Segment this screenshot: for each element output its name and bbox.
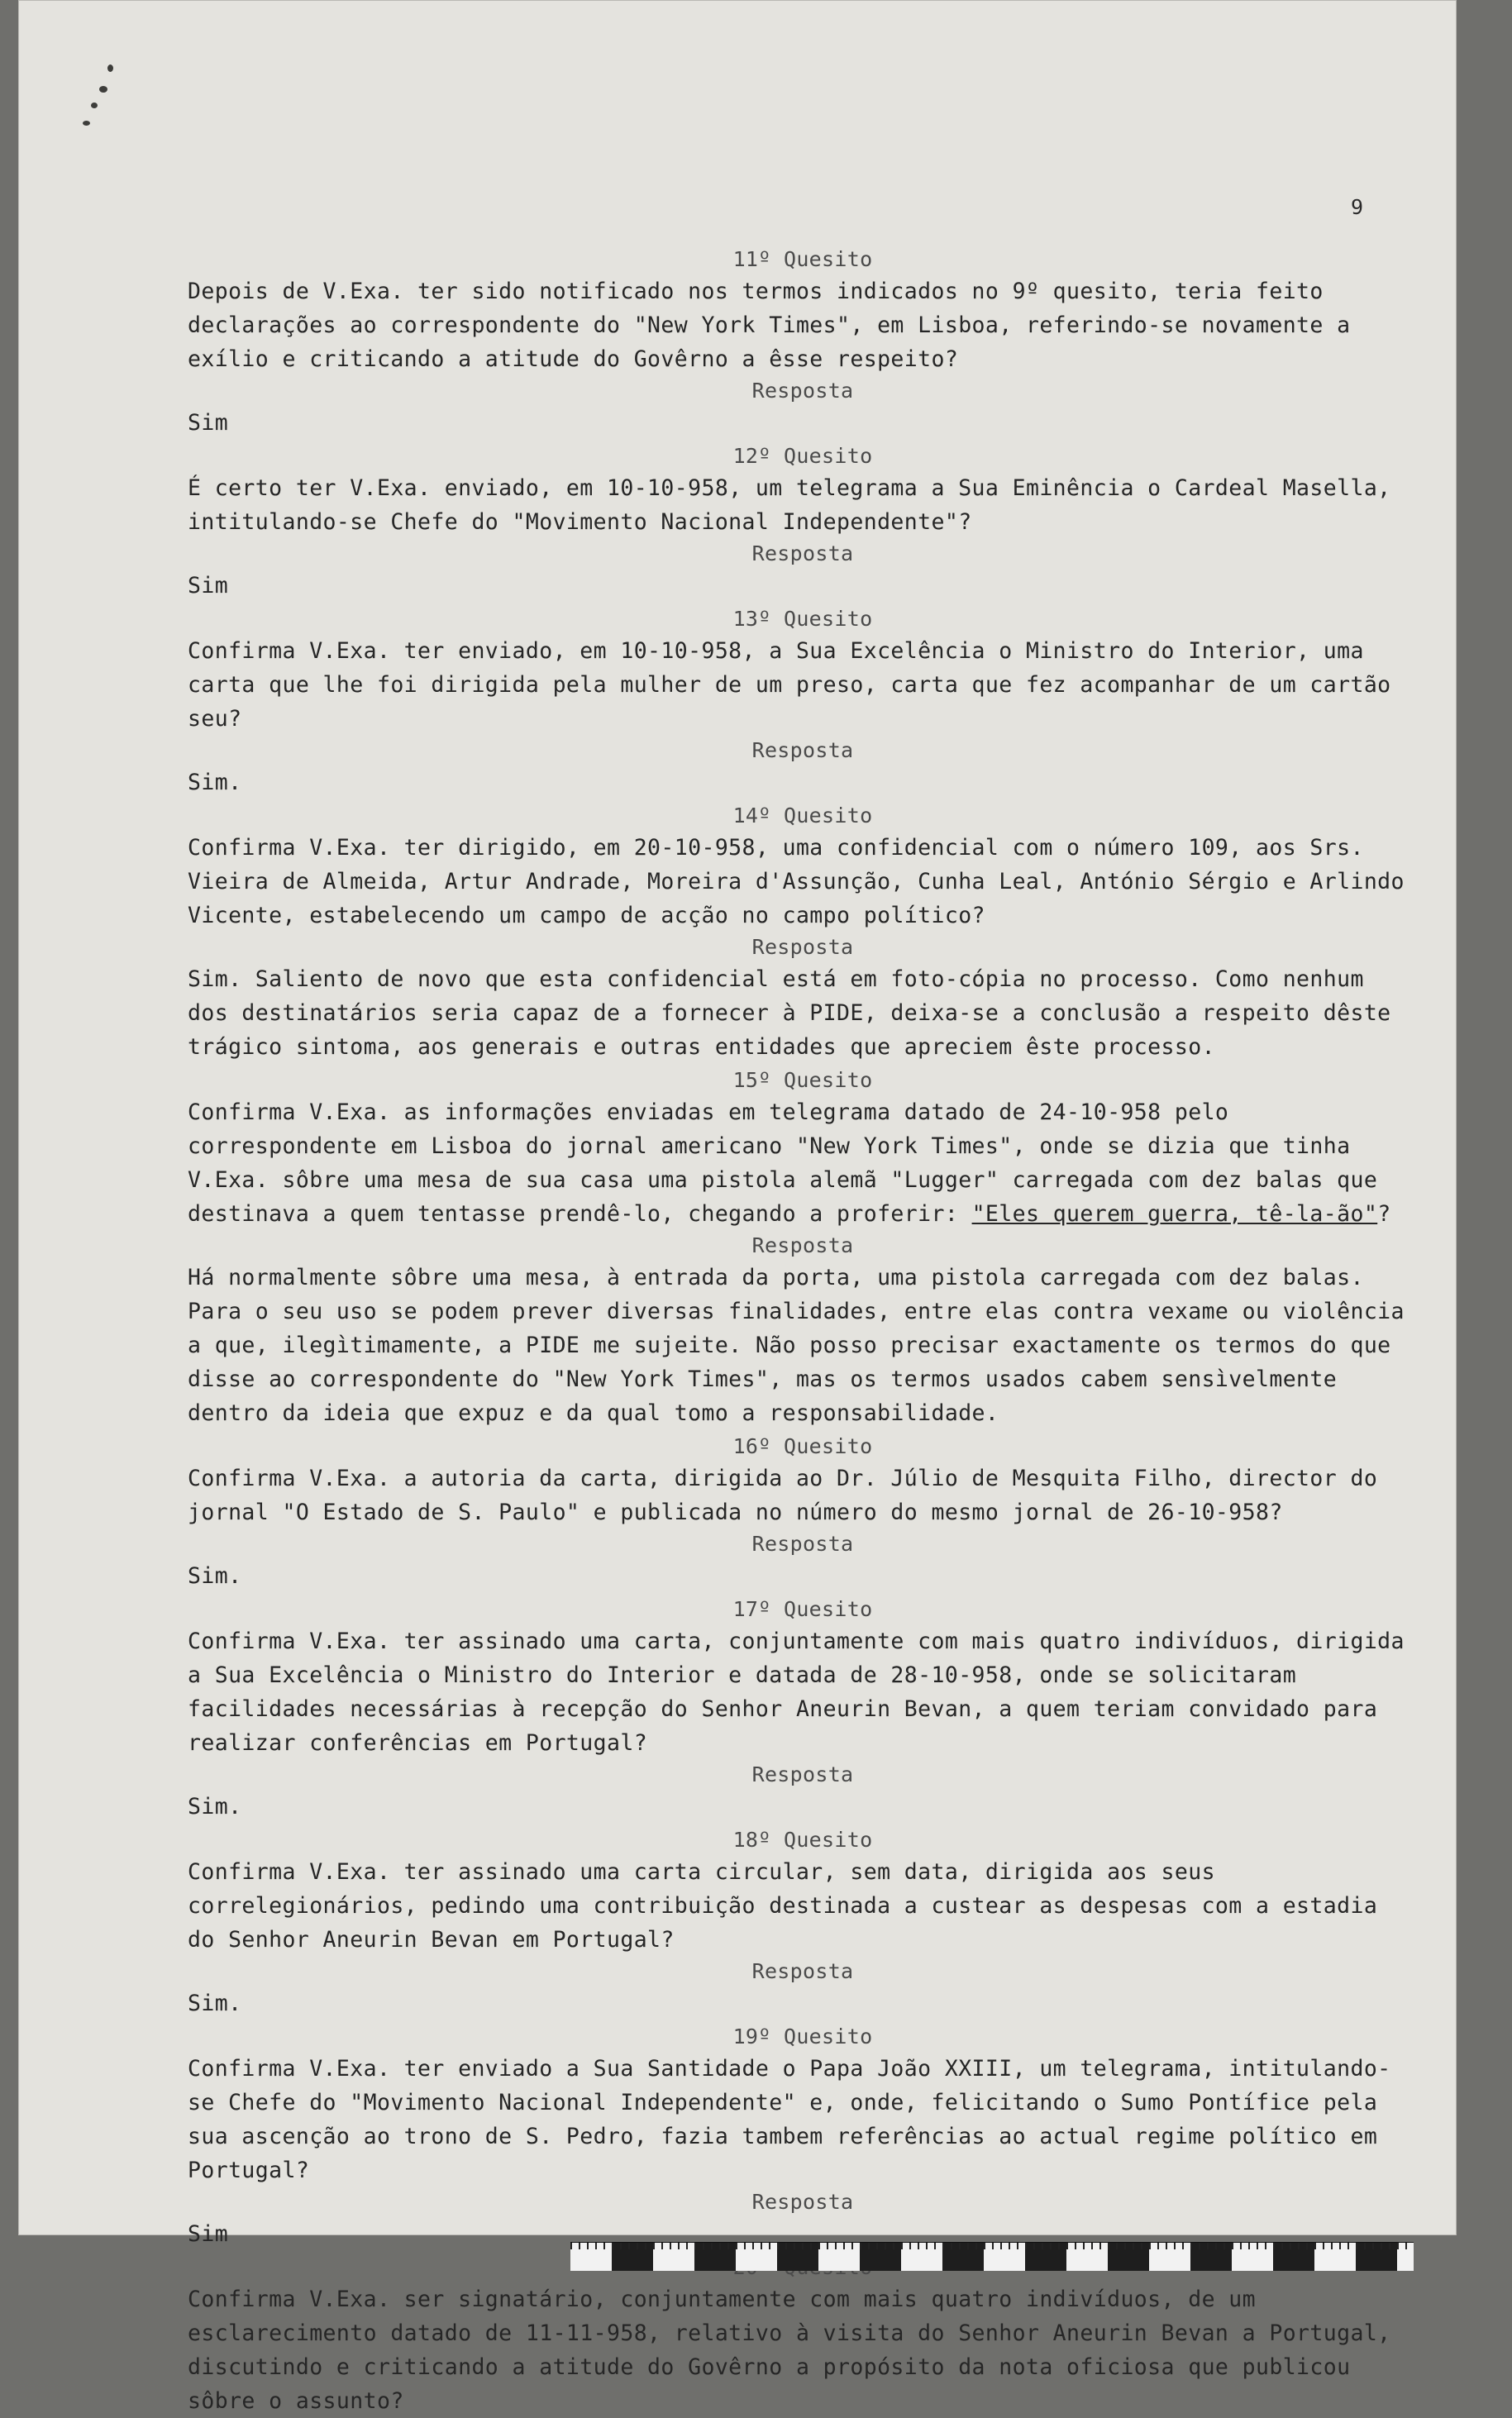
resposta-heading: Resposta [751, 379, 854, 403]
resposta-heading: Resposta [751, 1959, 854, 1983]
quesito-question: Confirma V.Exa. ter enviado a Sua Santidade o Papa João XXIII, um telegrama, intitulando-se Chefe do "Movimento Nacional Independente" e, onde, felicitando o Sumo Pontífice pela sua ascenção ao trono de S. Pedro, fazia tambem referências ao actual regime político em Portugal? [188, 2056, 1391, 2183]
quesito-heading: 16º Quesito [732, 1434, 873, 1458]
quesito-question-part: ? [1377, 1201, 1391, 1227]
resposta-text: Há normalmente sôbre uma mesa, à entrada da porta, uma pistola carregada com dez balas. Para o seu uso se podem prever diversas finalidades, entre elas contra vexame ou violência a que, ilegìtimamente, a PIDE me sujeite. Não posso precisar exactamente os termos do que disse ao correspondente do "New York Times", mas os termos usados cabem sensìvelmente dentro da ideia que expuz e da qual tomo a responsabilidade. [188, 1265, 1405, 1426]
quesito-question: Confirma V.Exa. a autoria da carta, dirigida ao Dr. Júlio de Mesquita Filho, director do jornal "O Estado de S. Paulo" e publicada no número do mesmo jornal de 26-10-958? [188, 1466, 1378, 1525]
quesito-heading: 14º Quesito [732, 804, 873, 827]
quesito-19 [188, 2022, 1418, 2251]
quesito-heading: 18º Quesito [732, 1828, 873, 1852]
resposta-text: Sim. [188, 1563, 242, 1589]
quesito-18 [188, 1825, 1418, 2020]
document-page [18, 0, 1457, 2414]
quesito-heading: 15º Quesito [732, 1068, 873, 1092]
quesito-question-part: Confirma V.Exa. as informações enviadas em telegrama datado de 24-10-958 pelo correspondente em Lisboa do jornal americano "New York Times", onde se dizia que tinha V.Exa. sôbre uma mesa de sua casa uma pistola alemã "Lugger" carregada com dez balas que destinava a quem tentasse prendê-lo, chegando a proferir: [188, 1099, 1378, 1227]
resposta-text: Sim. Saliento de novo que esta confidencial está em foto-cópia no processo. Como nenhum dos destinatários seria capaz de a fornecer à PIDE, deixa-se a conclusão a respeito dêste trágico sintoma, aos generais e outras entidades que apreciem êste processo. [188, 966, 1391, 1060]
quesito-question: É certo ter V.Exa. enviado, em 10-10-958, um telegrama a Sua Eminência o Cardeal Masella, intitulando-se Chefe do "Movimento Nacional Independente"? [188, 475, 1391, 535]
ink-smudge [91, 103, 98, 108]
quesito-heading: 11º Quesito [732, 247, 873, 271]
quesito-12 [188, 441, 1418, 603]
quesito-question: Depois de V.Exa. ter sido notificado nos termos indicados no 9º quesito, teria feito declarações ao correspondente do "New York Times", em Lisboa, referindo-se novamente a exílio e criticando a atitude do Govêrno a êsse respeito? [188, 279, 1351, 372]
quesito-16 [188, 1432, 1418, 1593]
resposta-heading: Resposta [751, 1762, 854, 1786]
underlined-quote: "Eles querem guerra, tê-la-ão" [971, 1201, 1378, 1227]
quesito-question: Confirma V.Exa. ter enviado, em 10-10-958, a Sua Excelência o Ministro do Interior, uma carta que lhe foi dirigida pela mulher de um preso, carta que fez acompanhar de um cartão seu? [188, 638, 1391, 732]
resposta-text: Sim. [188, 1794, 242, 1819]
resposta-heading: Resposta [751, 935, 854, 959]
quesito-20 [188, 2253, 1418, 2418]
scale-ruler [570, 2242, 1414, 2271]
quesito-question: Confirma V.Exa. ter dirigido, em 20-10-958, uma confidencial com o número 109, aos Srs. Vieira de Almeida, Artur Andrade, Moreira d'Assunção, Cunha Leal, António Sérgio e Arlindo Vicente, estabelecendo um campo de acção no campo político? [188, 835, 1405, 928]
quesito-question [188, 1095, 1418, 1231]
quesito-question: Confirma V.Exa. ter assinado uma carta circular, sem data, dirigida aos seus correlegionários, pedindo uma contribuição destinada a custear as despesas com a estadia do Senhor Aneurin Bevan em Portugal? [188, 1859, 1378, 1953]
resposta-heading: Resposta [751, 1233, 854, 1257]
resposta-text: Sim [188, 573, 229, 599]
quesito-13 [188, 604, 1418, 799]
resposta-heading: Resposta [751, 1532, 854, 1556]
quesito-14 [188, 801, 1418, 1064]
ink-smudge [83, 121, 90, 126]
resposta-text: Sim [188, 2221, 229, 2247]
page-number: 9 [1351, 195, 1364, 219]
resposta-text: Sim [188, 410, 229, 436]
ink-smudge [107, 64, 113, 72]
resposta-text: Sim. [188, 770, 242, 795]
document-body [188, 245, 1418, 2418]
quesito-11 [188, 245, 1418, 440]
resposta-heading: Resposta [751, 2190, 854, 2214]
resposta-text: Sim. [188, 1991, 242, 2016]
quesito-15 [188, 1066, 1418, 1430]
resposta-heading: Resposta [751, 738, 854, 762]
ink-smudge [99, 86, 107, 93]
quesito-heading: 13º Quesito [732, 607, 873, 631]
quesito-question: Confirma V.Exa. ter assinado uma carta, conjuntamente com mais quatro indivíduos, dirigida a Sua Excelência o Ministro do Interior e datada de 28-10-958, onde se solicitaram facilidades necessárias à recepção do Senhor Aneurin Bevan, a quem teriam convidado para realizar conferências em Portugal? [188, 1629, 1405, 1756]
quesito-17 [188, 1595, 1418, 1824]
quesito-heading: 19º Quesito [732, 2025, 873, 2048]
quesito-heading: 17º Quesito [732, 1597, 873, 1621]
quesito-heading: 12º Quesito [732, 444, 873, 468]
quesito-question: Confirma V.Exa. ser signatário, conjuntamente com mais quatro indivíduos, de um esclarecimento datado de 11-11-958, relativo à visita do Senhor Aneurin Bevan a Portugal, discutindo e criticando a atitude do Govêrno a propósito da nota oficiosa que publicou sôbre o assunto? [188, 2287, 1391, 2414]
resposta-heading: Resposta [751, 541, 854, 565]
